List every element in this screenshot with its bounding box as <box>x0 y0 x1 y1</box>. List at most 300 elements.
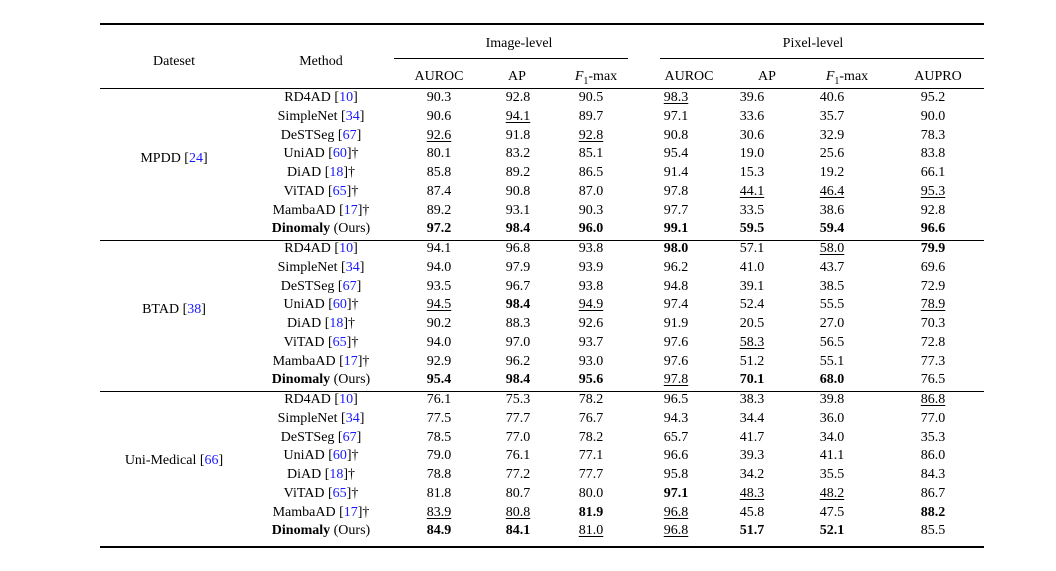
metric-value: 92.9 <box>426 353 452 369</box>
method-name: SimpleNet [ <box>277 259 346 275</box>
metric-cell <box>722 259 782 278</box>
method-cell <box>248 278 394 297</box>
header-dataset: Dateset <box>153 54 195 69</box>
bracket: ]† <box>357 504 370 520</box>
metric-cell <box>722 108 782 127</box>
dataset-cell <box>100 485 248 504</box>
metric-value: 94.0 <box>426 259 452 275</box>
metric-cell <box>722 504 782 523</box>
metric-value: 41.1 <box>819 448 845 464</box>
citation-link: 34 <box>345 410 360 426</box>
metric-cell <box>882 202 984 221</box>
dataset-cell <box>100 202 248 221</box>
metric-value: 34.0 <box>819 429 845 445</box>
metric-value: 78.2 <box>578 392 604 407</box>
bracket: ] <box>202 151 208 166</box>
metric-value: 83.9 <box>426 504 452 520</box>
metric-cell <box>394 202 484 221</box>
metric-value: 46.4 <box>819 183 845 199</box>
table-row <box>100 296 984 315</box>
metric-cell <box>630 183 722 202</box>
metric-cell <box>630 278 722 297</box>
metric-value: 97.8 <box>663 372 689 388</box>
bracket: ]† <box>357 202 370 218</box>
method-name: UniAD [ <box>283 146 333 162</box>
metric-value: 95.6 <box>578 372 604 388</box>
bracket: ] <box>359 410 365 426</box>
metric-value: 94.5 <box>426 297 452 313</box>
citation-link: 67 <box>342 429 357 445</box>
metric-value: 59.5 <box>739 221 765 237</box>
metric-cell <box>552 371 630 390</box>
metric-cell <box>882 164 984 183</box>
metric-cell <box>484 220 552 239</box>
metric-cell <box>882 183 984 202</box>
metric-cell <box>722 278 782 297</box>
metric-value: 97.4 <box>663 297 689 313</box>
metric-cell <box>882 466 984 485</box>
citation-link: 10 <box>339 241 354 256</box>
metric-value: 94.1 <box>426 241 452 256</box>
metric-value: 90.3 <box>578 202 604 218</box>
metric-cell <box>782 466 882 485</box>
metric-cell <box>552 429 630 448</box>
metric-cell <box>782 259 882 278</box>
metric-cell <box>630 145 722 164</box>
method-cell <box>248 466 394 485</box>
metric-value: 48.3 <box>739 485 765 501</box>
dataset-cell <box>100 447 248 466</box>
metric-value: 45.8 <box>739 504 765 520</box>
metric-value: 95.8 <box>663 467 689 482</box>
dataset-cell <box>100 522 248 541</box>
metric-cell <box>722 89 782 108</box>
method-cell <box>248 447 394 466</box>
metric-cell <box>484 353 552 372</box>
metric-value: 97.8 <box>663 183 689 199</box>
metric-cell <box>394 353 484 372</box>
metric-value: 90.8 <box>663 127 689 143</box>
metric-cell <box>882 371 984 390</box>
metric-cell <box>552 334 630 353</box>
metric-value: 89.2 <box>505 165 531 180</box>
metric-value: 86.5 <box>578 165 604 180</box>
metric-value: 87.0 <box>578 183 604 199</box>
method-name: RD4AD [ <box>284 392 340 407</box>
method-name: RD4AD [ <box>284 90 340 105</box>
pixel-level-rule <box>660 58 984 59</box>
bracket: ] <box>353 90 358 105</box>
metric-value: 96.8 <box>663 523 689 539</box>
metric-cell <box>552 504 630 523</box>
metric-cell <box>552 466 630 485</box>
metric-value: 79.9 <box>920 241 946 256</box>
metric-value: 91.4 <box>663 165 689 180</box>
table-row <box>100 466 984 485</box>
metric-value: 83.2 <box>505 146 531 162</box>
table-row <box>100 183 984 202</box>
metric-cell <box>484 108 552 127</box>
metric-value: 94.3 <box>663 410 689 426</box>
metric-value: 39.1 <box>739 278 765 294</box>
method-cell <box>248 522 394 541</box>
metric-cell <box>552 447 630 466</box>
metric-value: 96.7 <box>505 278 531 294</box>
metric-cell <box>630 410 722 429</box>
metric-value: 59.4 <box>819 221 845 237</box>
metric-value: 98.0 <box>663 241 689 256</box>
method-name: ViTAD [ <box>283 183 333 199</box>
bracket: ]† <box>346 297 359 313</box>
dataset-cell <box>100 220 248 239</box>
metric-value: 90.2 <box>426 316 452 331</box>
bracket: ] <box>359 108 365 124</box>
method-cell <box>248 164 394 183</box>
metric-value: 33.6 <box>739 108 765 124</box>
metric-value: 88.2 <box>920 504 946 520</box>
metric-value: 77.7 <box>578 467 604 482</box>
metric-value: 93.1 <box>505 202 531 218</box>
metric-value: 96.0 <box>578 221 604 237</box>
col-auroc-pixel: AUROC <box>664 69 714 84</box>
metric-value: 77.3 <box>920 353 946 369</box>
bottom-rule <box>100 546 984 548</box>
citation-link: 34 <box>345 259 360 275</box>
dataset-cell <box>100 145 248 164</box>
metric-cell <box>484 522 552 541</box>
metric-cell <box>882 522 984 541</box>
metric-cell <box>782 447 882 466</box>
metric-value: 92.8 <box>578 127 604 143</box>
metric-value: 65.7 <box>663 429 689 445</box>
metric-cell <box>630 447 722 466</box>
metric-value: 85.5 <box>920 523 946 539</box>
method-cell <box>248 410 394 429</box>
metric-cell <box>782 522 882 541</box>
metric-cell <box>630 240 722 259</box>
bracket: ] <box>356 278 362 294</box>
metric-value: 93.7 <box>578 334 604 350</box>
metric-cell <box>722 220 782 239</box>
metric-cell <box>630 522 722 541</box>
metric-value: 78.8 <box>426 467 452 482</box>
metric-value: 89.2 <box>426 202 452 218</box>
metric-cell <box>394 164 484 183</box>
metric-cell <box>552 391 630 410</box>
metric-value: 43.7 <box>819 259 845 275</box>
method-cell <box>248 371 394 390</box>
method-cell <box>248 334 394 353</box>
metric-value: 75.3 <box>505 392 531 407</box>
dataset-cell <box>100 164 248 183</box>
citation-link: 24 <box>188 151 203 166</box>
method-name: Dinomaly <box>271 221 331 237</box>
header-method: Method <box>299 54 343 69</box>
metric-cell <box>394 220 484 239</box>
table-row <box>100 447 984 466</box>
metric-value: 39.8 <box>819 392 845 407</box>
metric-cell <box>484 485 552 504</box>
method-cell <box>248 89 394 108</box>
metric-cell <box>630 164 722 183</box>
method-cell <box>248 391 394 410</box>
metric-cell <box>782 145 882 164</box>
metric-cell <box>484 278 552 297</box>
metric-cell <box>394 504 484 523</box>
metric-value: 86.8 <box>920 392 946 407</box>
bracket: ] <box>353 392 358 407</box>
metric-value: 85.1 <box>578 146 604 162</box>
metric-value: 30.6 <box>739 127 765 143</box>
dataset-group <box>100 240 984 390</box>
citation-link: 38 <box>187 302 202 317</box>
metric-value: 92.6 <box>578 316 604 331</box>
metric-cell <box>552 240 630 259</box>
dataset-name: MPDD [ <box>140 151 189 166</box>
metric-cell <box>882 504 984 523</box>
metric-cell <box>484 334 552 353</box>
metric-cell <box>722 391 782 410</box>
metric-value: 81.0 <box>578 523 604 539</box>
dataset-cell <box>100 410 248 429</box>
metric-cell <box>630 485 722 504</box>
metric-value: 33.5 <box>739 202 765 218</box>
metric-value: 77.7 <box>505 410 531 426</box>
metric-value: 39.6 <box>739 90 765 105</box>
metric-cell <box>782 278 882 297</box>
metric-value: 95.4 <box>426 372 452 388</box>
metric-cell <box>722 522 782 541</box>
method-cell <box>248 240 394 259</box>
metric-cell <box>882 89 984 108</box>
metric-value: 55.1 <box>819 353 845 369</box>
metric-value: 99.1 <box>663 221 689 237</box>
metric-cell <box>782 296 882 315</box>
metric-cell <box>484 127 552 146</box>
citation-link: 67 <box>342 278 357 294</box>
header-pixel-level: Pixel-level <box>782 36 844 51</box>
table-row <box>100 485 984 504</box>
dataset-cell <box>100 353 248 372</box>
method-cell <box>248 183 394 202</box>
metric-value: 89.7 <box>578 108 604 124</box>
metric-cell <box>552 259 630 278</box>
bracket: ] <box>359 259 365 275</box>
metric-value: 96.6 <box>663 448 689 464</box>
method-name: UniAD [ <box>283 297 333 313</box>
ours-suffix: (Ours) <box>330 523 371 539</box>
metric-value: 95.3 <box>920 183 946 199</box>
metric-value: 97.9 <box>505 259 531 275</box>
dataset-cell <box>100 466 248 485</box>
metric-cell <box>782 108 882 127</box>
metric-cell <box>882 127 984 146</box>
bracket: ]† <box>346 334 359 350</box>
metric-cell <box>782 371 882 390</box>
dataset-name: BTAD [ <box>142 302 188 317</box>
metric-value: 78.5 <box>426 429 452 445</box>
dataset-cell <box>100 127 248 146</box>
citation-link: 10 <box>339 90 354 105</box>
metric-cell <box>882 391 984 410</box>
table-row <box>100 371 984 390</box>
metric-value: 47.5 <box>819 504 845 520</box>
table-row <box>100 240 984 259</box>
method-name: MambaAD [ <box>272 353 344 369</box>
metric-value: 96.5 <box>663 392 689 407</box>
bracket: ]† <box>346 448 359 464</box>
metric-value: 90.6 <box>426 108 452 124</box>
metric-value: 80.1 <box>426 146 452 162</box>
dataset-cell <box>100 89 248 108</box>
metric-cell <box>722 164 782 183</box>
metric-value: 96.2 <box>663 259 689 275</box>
metric-value: 94.8 <box>663 278 689 294</box>
col-auroc-image: AUROC <box>414 69 464 84</box>
metric-cell <box>394 485 484 504</box>
metric-cell <box>882 410 984 429</box>
metric-cell <box>484 410 552 429</box>
dataset-cell <box>100 315 248 334</box>
metric-cell <box>722 485 782 504</box>
metric-value: 41.7 <box>739 429 765 445</box>
metric-cell <box>882 429 984 448</box>
metric-value: 55.5 <box>819 297 845 313</box>
method-cell <box>248 485 394 504</box>
method-cell <box>248 315 394 334</box>
metric-cell <box>630 353 722 372</box>
metric-value: 68.0 <box>819 372 845 388</box>
table-row <box>100 522 984 541</box>
metric-value: 48.2 <box>819 485 845 501</box>
method-name: MambaAD [ <box>272 202 344 218</box>
metric-value: 86.0 <box>920 448 946 464</box>
metric-cell <box>882 334 984 353</box>
metric-cell <box>882 447 984 466</box>
metric-cell <box>722 410 782 429</box>
method-cell <box>248 145 394 164</box>
metric-cell <box>722 315 782 334</box>
bracket: ] <box>356 127 362 143</box>
metric-cell <box>722 429 782 448</box>
metric-value: 91.9 <box>663 316 689 331</box>
dataset-cell <box>100 371 248 390</box>
metric-cell <box>394 522 484 541</box>
metric-value: 81.9 <box>578 504 604 520</box>
metric-cell <box>782 410 882 429</box>
method-name: DiAD [ <box>286 467 330 482</box>
citation-link: 17 <box>343 202 358 218</box>
metric-value: 97.6 <box>663 353 689 369</box>
metric-cell <box>882 278 984 297</box>
metric-value: 79.0 <box>426 448 452 464</box>
metric-value: 78.2 <box>578 429 604 445</box>
metric-cell <box>782 334 882 353</box>
metric-value: 76.5 <box>920 372 946 388</box>
table-row <box>100 504 984 523</box>
metric-value: 72.9 <box>920 278 946 294</box>
metric-cell <box>484 371 552 390</box>
bracket: ] <box>356 429 362 445</box>
metric-cell <box>394 466 484 485</box>
header-image-level: Image-level <box>485 36 553 51</box>
metric-cell <box>882 108 984 127</box>
dataset-group <box>100 89 984 239</box>
citation-link: 18 <box>329 316 344 331</box>
metric-cell <box>782 164 882 183</box>
method-name: Dinomaly <box>271 372 331 388</box>
citation-link: 67 <box>342 127 357 143</box>
metric-cell <box>484 240 552 259</box>
metric-cell <box>484 183 552 202</box>
metric-value: 80.8 <box>505 504 531 520</box>
col-ap-image: AP <box>508 69 526 84</box>
top-rule <box>100 23 984 25</box>
col-f1max-image: $F_1-\max$ <box>574 69 618 87</box>
metric-cell <box>394 296 484 315</box>
metric-cell <box>722 466 782 485</box>
metric-value: 86.7 <box>920 485 946 501</box>
metric-cell <box>552 183 630 202</box>
metric-value: 52.1 <box>819 523 845 539</box>
metric-value: 83.8 <box>920 146 946 162</box>
metric-cell <box>552 202 630 221</box>
metric-value: 76.1 <box>505 448 531 464</box>
metric-value: 35.5 <box>819 467 845 482</box>
metric-value: 90.8 <box>505 183 531 199</box>
metric-value: 27.0 <box>819 316 845 331</box>
method-name: DiAD [ <box>286 165 330 180</box>
method-cell <box>248 504 394 523</box>
metric-value: 94.1 <box>505 108 531 124</box>
metric-value: 90.0 <box>920 108 946 124</box>
metric-cell <box>552 410 630 429</box>
method-cell <box>248 353 394 372</box>
metric-cell <box>782 127 882 146</box>
table-row <box>100 429 984 448</box>
metric-value: 97.1 <box>663 485 689 501</box>
table-row <box>100 164 984 183</box>
metric-cell <box>484 259 552 278</box>
metric-value: 72.8 <box>920 334 946 350</box>
metric-cell <box>882 240 984 259</box>
metric-cell <box>882 315 984 334</box>
bracket: ]† <box>346 485 359 501</box>
metric-cell <box>552 89 630 108</box>
metric-value: 98.3 <box>663 90 689 105</box>
col-aupro: AUPRO <box>914 69 962 84</box>
metric-cell <box>782 183 882 202</box>
metric-cell <box>882 220 984 239</box>
table-row <box>100 315 984 334</box>
citation-link: 18 <box>329 165 344 180</box>
metric-cell <box>394 89 484 108</box>
metric-value: 87.4 <box>426 183 452 199</box>
metric-value: 77.2 <box>505 467 531 482</box>
metric-value: 36.0 <box>819 410 845 426</box>
table-row <box>100 334 984 353</box>
method-cell <box>248 202 394 221</box>
metric-value: 70.1 <box>739 372 765 388</box>
metric-cell <box>722 183 782 202</box>
metric-value: 38.6 <box>819 202 845 218</box>
table-row <box>100 145 984 164</box>
metric-cell <box>782 89 882 108</box>
metric-value: 19.2 <box>819 165 845 180</box>
dataset-cell <box>100 391 248 410</box>
metric-cell <box>484 89 552 108</box>
metric-cell <box>782 504 882 523</box>
